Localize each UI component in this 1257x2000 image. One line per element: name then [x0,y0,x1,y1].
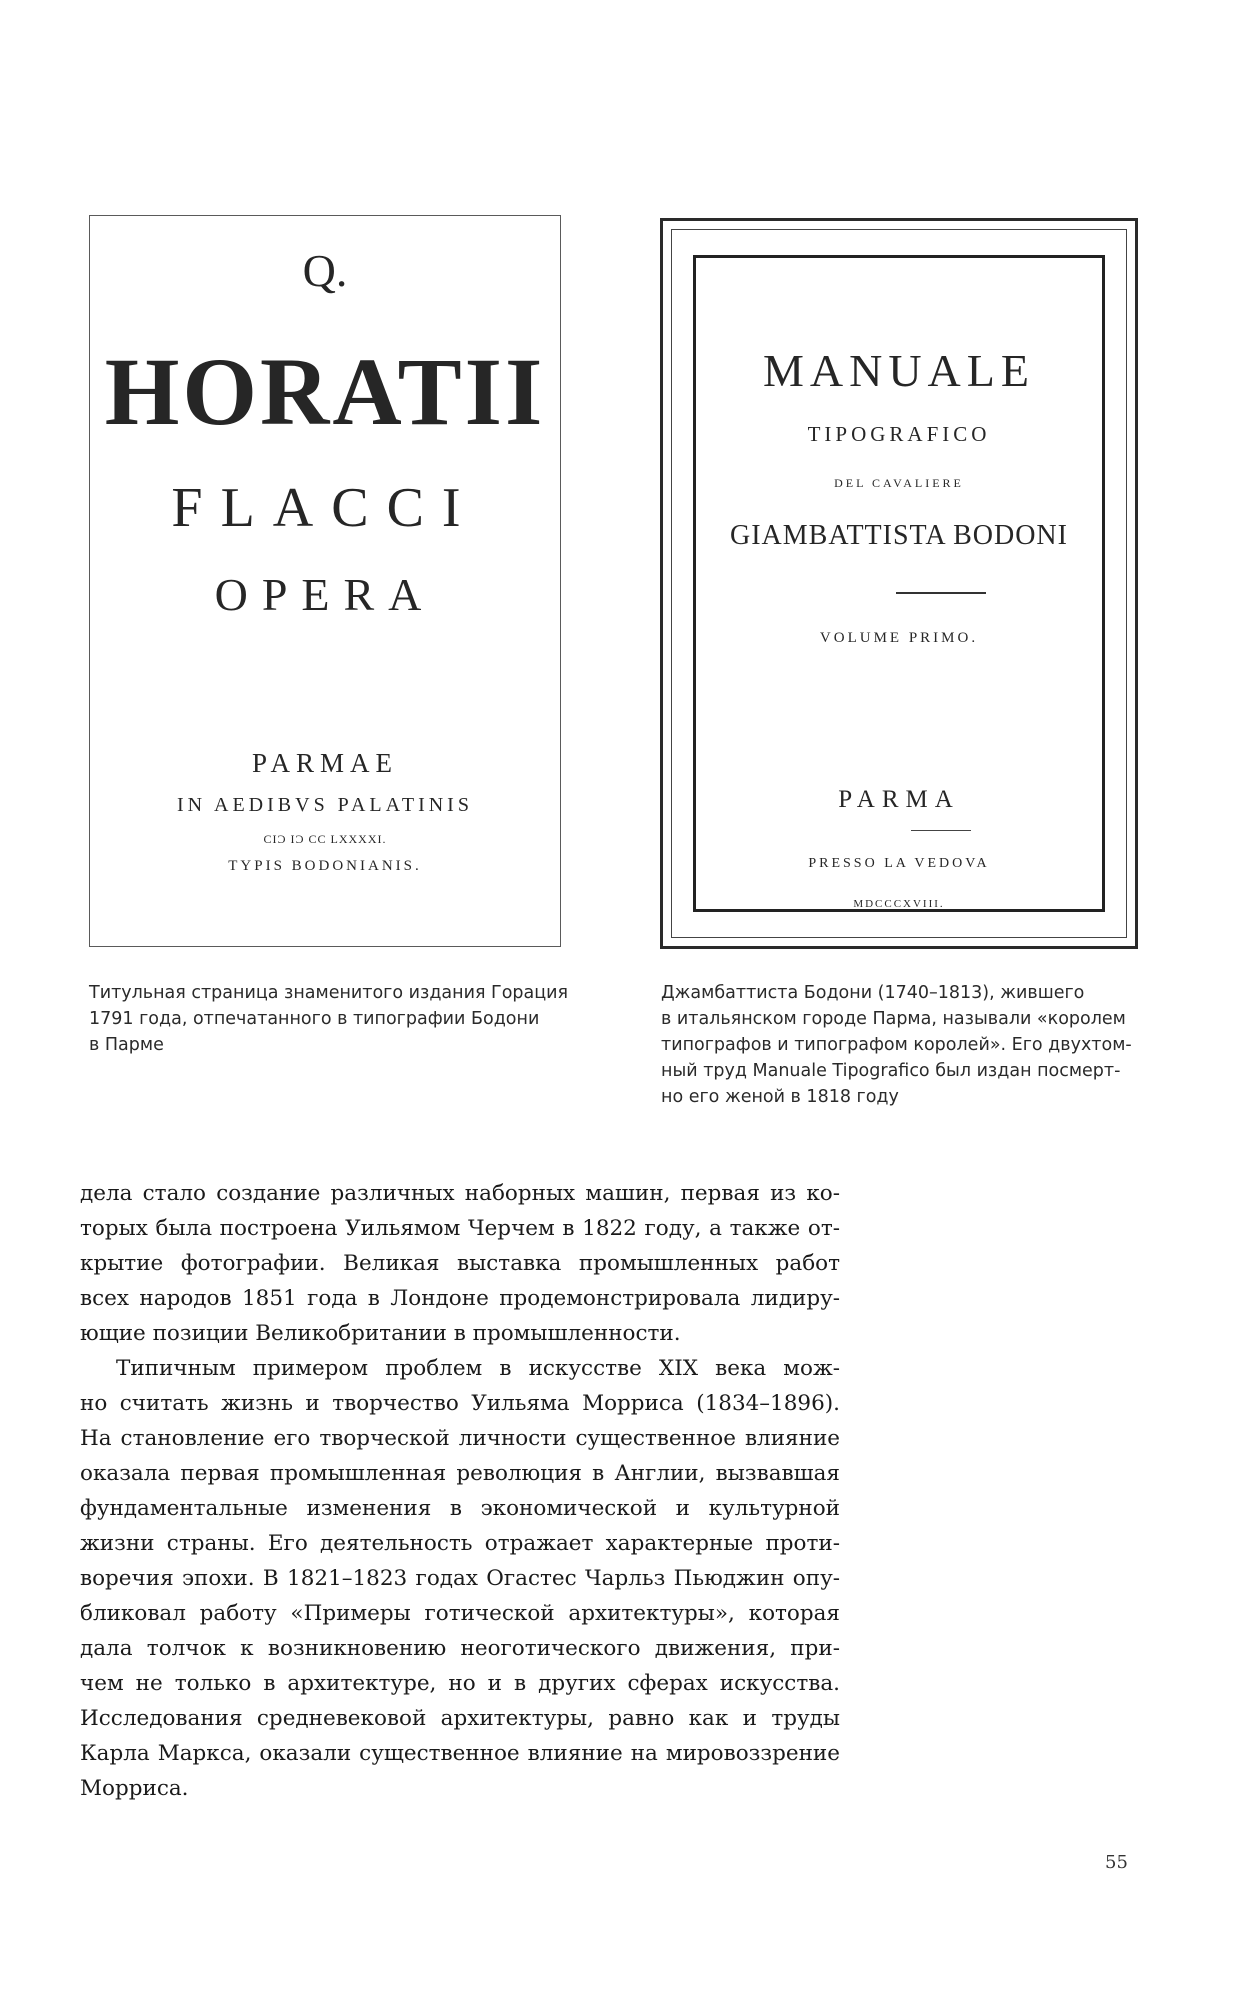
imprint-line-parmae: PARMAE [251,748,399,778]
body-text [80,1176,840,1806]
decorative-rule [896,592,986,594]
title-line-opera: OPERA [214,569,436,620]
body-line: Карла Маркса, оказали существенное влияние на мировоззрение [80,1741,840,1766]
caption-line: 1791 года, отпечатанного в типографии Бодони [89,1009,540,1029]
caption-line: Титульная страница знаменитого издания Горация [89,983,569,1003]
caption-line: в Парме [89,1035,164,1055]
imprint-line-aedibus: IN AEDIBVS PALATINIS [177,794,473,816]
title-line-horatii: HORATII [104,338,546,445]
body-line: крытие фотографии. Великая выставка промышленных работ [80,1251,840,1276]
body-line: но считать жизнь и творчество Уильяма Морриса (1834–1896). [80,1391,840,1416]
body-line: всех народов 1851 года в Лондоне продемонстрировала лидиру- [80,1286,840,1311]
body-line: оказала первая промышленная революция в Англии, вызвавшая [80,1461,840,1486]
title-line-author: GIAMBATTISTA BODONI [730,520,1068,551]
body-line: торых была построена Уильямом Черчем в 1822 году, а также от- [80,1216,840,1241]
caption-line: ный труд Manuale Tipografico был издан посмерт- [661,1061,1121,1081]
body-line: На становление его творческой личности существенное влияние [80,1426,840,1451]
body-line: бликовал работу «Примеры готической архитектуры», которая [80,1601,840,1626]
imprint-line-date: CIƆ IƆ CC LXXXXI. [263,832,387,846]
title-line-q: Q. [302,245,348,296]
body-line: дала толчок к возникновению неоготического движения, при- [80,1636,840,1661]
caption-line: Джамбаттиста Бодони (1740–1813), жившего [661,983,1085,1003]
body-line: Типичным примером проблем в искусстве XIX века мож- [116,1356,840,1381]
caption-line: типографов и типографом королей». Его двухтом- [661,1035,1132,1055]
page-number: 55 [1105,1852,1128,1873]
horatii-title-page-image [89,215,561,947]
imprint-line-typis: TYPIS BODONIANIS. [228,858,422,874]
body-line: Морриса. [80,1776,189,1801]
caption-left [89,980,589,1058]
ornament-rule [911,830,971,831]
caption-line: но его женой в 1818 году [661,1087,899,1107]
body-line: дела стало создание различных наборных машин, первая из ко- [80,1181,840,1206]
title-line-del-cavaliere: DEL CAVALIERE [834,476,964,490]
body-line: Исследования средневековой архитектуры, равно как и труды [80,1706,840,1731]
title-line-manuale: MANUALE [763,345,1035,396]
body-line: фундаментальные изменения в экономической и культурной [80,1496,840,1521]
caption-right [661,980,1141,1110]
title-line-flacci: FLACCI [171,477,479,539]
body-line: чем не только в архитектуре, но и в других сферах искусства. [80,1671,840,1696]
imprint-line-year: MDCCCXVIII. [853,898,945,910]
body-line: воречия эпохи. В 1821–1823 годах Огастес Чарльз Пьюджин опу- [80,1566,840,1591]
inner-frame [693,255,1105,912]
imprint-line-presso: PRESSO LA VEDOVA [808,856,990,871]
title-line-tipografico: TIPOGRAFICO [807,422,991,446]
imprint-line-parma: PARMA [838,786,960,813]
caption-line: в итальянском городе Парма, называли «королем [661,1009,1126,1029]
body-line: ющие позиции Великобритании в промышленности. [80,1321,681,1346]
manuale-tipografico-title-page-image [660,218,1138,949]
body-line: жизни страны. Его деятельность отражает характерные проти- [80,1531,840,1556]
title-line-volume: VOLUME PRIMO. [819,630,979,646]
